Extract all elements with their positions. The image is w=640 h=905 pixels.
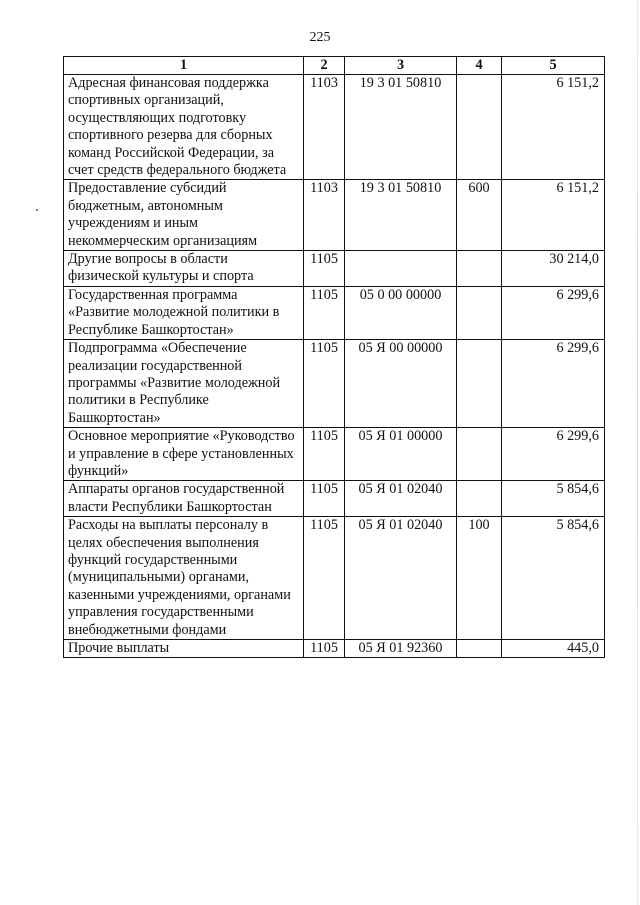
table-row xyxy=(64,251,605,287)
row-name: Другие вопросы в области физической культуры и спорта xyxy=(64,251,304,287)
row-type xyxy=(457,286,502,339)
row-section: 1105 xyxy=(304,340,345,428)
row-sum: 6 299,6 xyxy=(502,286,605,339)
table-row xyxy=(64,428,605,481)
column-header-2: 2 xyxy=(304,57,345,75)
table-row xyxy=(64,75,605,180)
table-row xyxy=(64,286,605,339)
row-sum: 30 214,0 xyxy=(502,251,605,287)
row-code: 05 Я 00 00000 xyxy=(345,340,457,428)
row-name: Государственная программа «Развитие молодежной политики в Республике Башкортостан» xyxy=(64,286,304,339)
row-section: 1105 xyxy=(304,481,345,517)
table-row xyxy=(64,481,605,517)
row-code: 05 Я 01 02040 xyxy=(345,517,457,640)
row-sum: 5 854,6 xyxy=(502,517,605,640)
row-type xyxy=(457,251,502,287)
row-code: 05 Я 01 02040 xyxy=(345,481,457,517)
scan-edge xyxy=(637,0,638,905)
row-name: Подпрограмма «Обеспечение реализации государственной программы «Развитие молодежной политики в Республике Башкортостан» xyxy=(64,340,304,428)
row-type: 100 xyxy=(457,517,502,640)
row-sum: 5 854,6 xyxy=(502,481,605,517)
row-type xyxy=(457,340,502,428)
row-name: Адресная финансовая поддержка спортивных организаций, осуществляющих подготовку спортивного резерва для сборных команд Российской Федерации, за счет средств федерального бюджета xyxy=(64,75,304,180)
row-section: 1105 xyxy=(304,251,345,287)
row-type xyxy=(457,75,502,180)
row-type: 600 xyxy=(457,180,502,251)
row-name: Прочие выплаты xyxy=(64,640,304,658)
row-code xyxy=(345,251,457,287)
column-header-3: 3 xyxy=(345,57,457,75)
row-name: Аппараты органов государственной власти Республики Башкортостан xyxy=(64,481,304,517)
row-code: 19 3 01 50810 xyxy=(345,180,457,251)
column-header-1: 1 xyxy=(64,57,304,75)
table-row xyxy=(64,340,605,428)
row-code: 05 Я 01 00000 xyxy=(345,428,457,481)
row-sum: 6 299,6 xyxy=(502,340,605,428)
row-code: 05 Я 01 92360 xyxy=(345,640,457,658)
row-section: 1103 xyxy=(304,180,345,251)
table-row xyxy=(64,640,605,658)
row-sum: 6 299,6 xyxy=(502,428,605,481)
page-number: 225 xyxy=(309,30,331,45)
row-sum: 6 151,2 xyxy=(502,75,605,180)
row-sum: 6 151,2 xyxy=(502,180,605,251)
table-header-row xyxy=(64,57,605,75)
row-section: 1105 xyxy=(304,640,345,658)
row-section: 1105 xyxy=(304,286,345,339)
row-section: 1105 xyxy=(304,517,345,640)
budget-table xyxy=(63,56,605,658)
column-header-5: 5 xyxy=(502,57,605,75)
row-type xyxy=(457,640,502,658)
row-type xyxy=(457,428,502,481)
scan-speck xyxy=(36,209,38,211)
row-section: 1105 xyxy=(304,428,345,481)
column-header-4: 4 xyxy=(457,57,502,75)
table-row xyxy=(64,517,605,640)
row-name: Основное мероприятие «Руководство и управление в сфере установленных функций» xyxy=(64,428,304,481)
row-name: Предоставление субсидий бюджетным, автономным учреждениям и иным некоммерческим организациям xyxy=(64,180,304,251)
row-name: Расходы на выплаты персоналу в целях обеспечения выполнения функций государственными (муниципальными) органами, казенными учреждениями, органами управления государственными внебюджетными фондами xyxy=(64,517,304,640)
row-sum: 445,0 xyxy=(502,640,605,658)
row-code: 05 0 00 00000 xyxy=(345,286,457,339)
row-type xyxy=(457,481,502,517)
row-code: 19 3 01 50810 xyxy=(345,75,457,180)
row-section: 1103 xyxy=(304,75,345,180)
table-row xyxy=(64,180,605,251)
